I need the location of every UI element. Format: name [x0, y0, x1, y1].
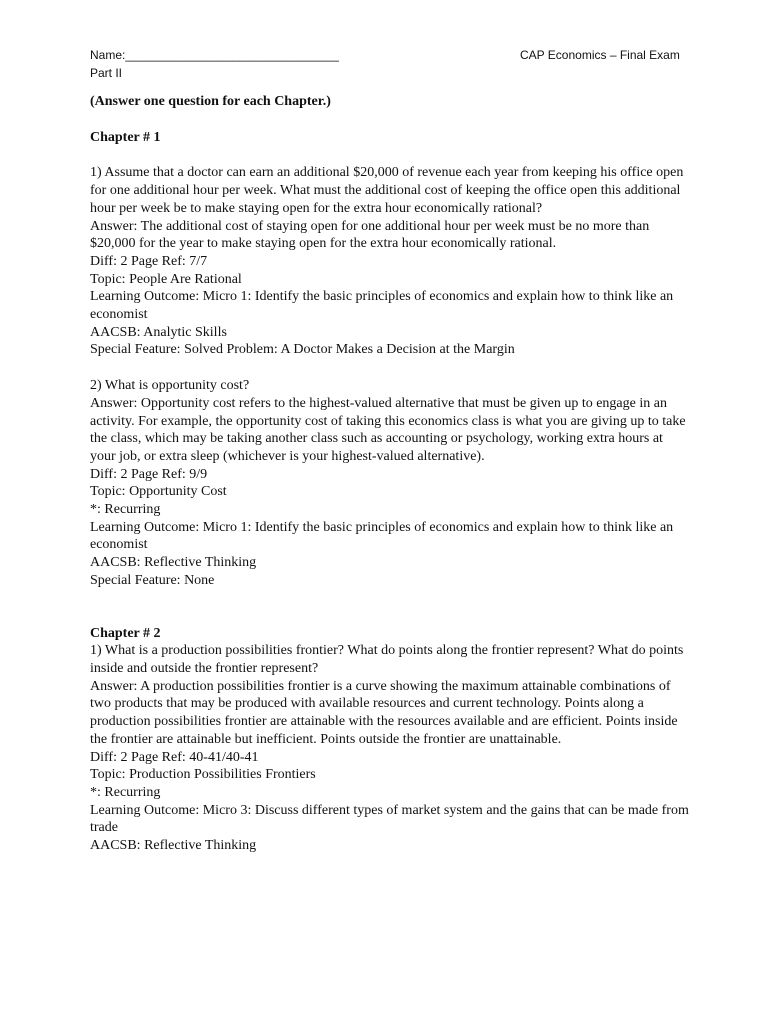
recurring: *: Recurring	[90, 784, 161, 800]
aacsb: AACSB: Reflective Thinking	[90, 555, 257, 571]
exam-body	[90, 93, 690, 855]
question-text: 1) Assume that a doctor can earn an additional $20,000 of revenue each year from keeping his office open for one additional hour per week. What must the additional cost of keeping the office open this additional hour per week be to make staying open for the extra hour economically rational?	[90, 165, 684, 216]
aacsb: AACSB: Reflective Thinking	[90, 838, 257, 854]
topic: Topic: Production Possibilities Frontiers	[90, 767, 316, 783]
learning-outcome: Learning Outcome: Micro 3: Discuss different types of market system and the gains that can be made from trade	[90, 802, 689, 836]
part-label: Part II	[90, 66, 123, 80]
answer-text: Answer: A production possibilities frontier is a curve showing the maximum attainable combinations of two products that may be produced with available resources and current technology. Points along a production possibilities frontier are attainable with the resources available and are efficient. Points inside the frontier are attainable but inefficient. Points outside the frontier are unattainable.	[90, 678, 678, 747]
recurring: *: Recurring	[90, 502, 161, 518]
learning-outcome: Learning Outcome: Micro 1: Identify the basic principles of economics and explain how to think like an economist	[90, 519, 674, 553]
topic: Topic: People Are Rational	[90, 271, 242, 287]
special-feature: Special Feature: None	[90, 572, 215, 588]
special-feature: Special Feature: Solved Problem: A Doctor Makes a Decision at the Margin	[90, 342, 515, 358]
chapter-2-question-1	[90, 642, 690, 854]
instruction: (Answer one question for each Chapter.)	[90, 94, 331, 109]
chapter-1-question-2	[90, 377, 690, 589]
question-text: 1) What is a production possibilities frontier? What do points along the frontier represent? What do points inside and outside the frontier represent?	[90, 643, 684, 676]
chapter-1-heading: Chapter # 1	[90, 129, 161, 145]
aacsb: AACSB: Analytic Skills	[90, 324, 227, 340]
topic: Topic: Opportunity Cost	[90, 484, 227, 500]
difficulty: Diff: 2 Page Ref: 7/7	[90, 253, 208, 269]
question-text: 2) What is opportunity cost?	[90, 378, 250, 394]
name-line: Name:________________________________	[90, 48, 339, 62]
answer-text: Answer: Opportunity cost refers to the highest-valued alternative that must be given up to engage in an activity. For example, the opportunity cost of taking this economics class is what you are giving up to take the class, which may be taking another class such as accounting or psychology, working extra hours at your job, or extra sleep (whichever is your highest-valued alternative).	[90, 395, 686, 464]
difficulty: Diff: 2 Page Ref: 40-41/40-41	[90, 749, 259, 765]
difficulty: Diff: 2 Page Ref: 9/9	[90, 466, 208, 482]
chapter-1-question-1	[90, 164, 690, 359]
learning-outcome: Learning Outcome: Micro 1: Identify the basic principles of economics and explain how to think like an economist	[90, 289, 674, 323]
chapter-2-heading: Chapter # 2	[90, 625, 161, 641]
exam-title: CAP Economics – Final Exam	[520, 48, 680, 62]
answer-text: Answer: The additional cost of staying open for one additional hour per week must be no more than $20,000 for the year to make staying open for the extra hour economically rational.	[90, 218, 650, 252]
